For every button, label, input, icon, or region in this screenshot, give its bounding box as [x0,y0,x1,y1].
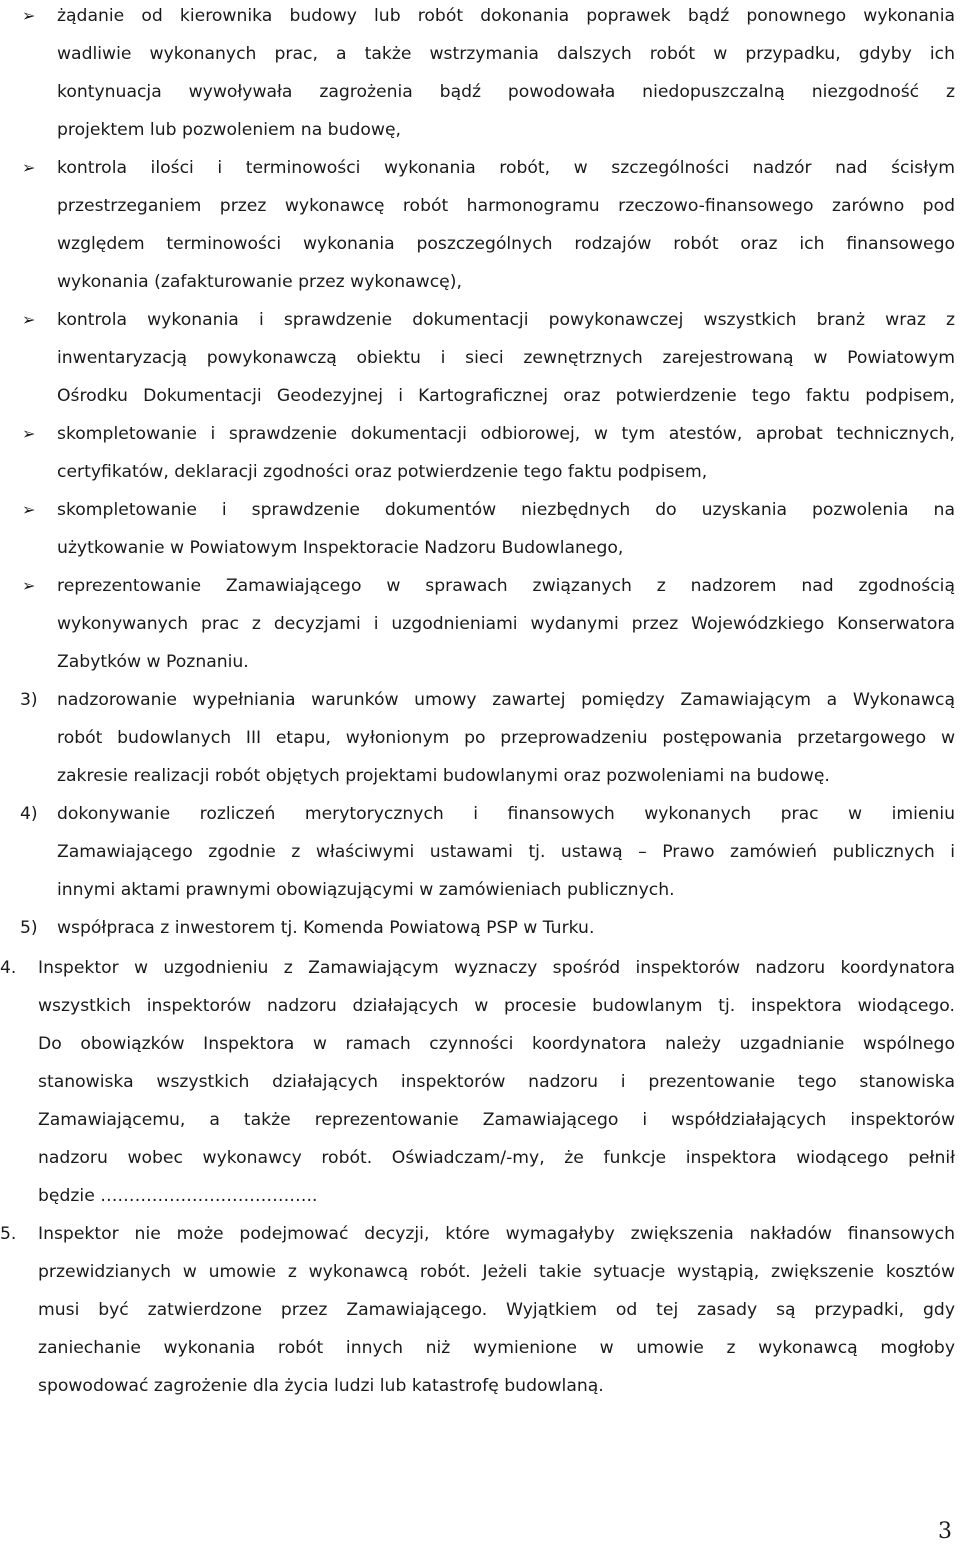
bullet-2-line-4: wykonania (zafakturowanie przez wykonawcę), [57,272,462,292]
bullet-6-line-3: Zabytków w Poznaniu. [57,652,249,672]
bullet-1-line-2: wadliwie wykonanych prac, a także wstrzymania dalszych robót w przypadku, gdyby ich [57,44,955,64]
subitem-3-marker: 3) [20,690,38,710]
point-4-line-4: stanowiska wszystkich działających inspektorów nadzoru i prezentowanie tego stanowiska [38,1072,955,1092]
point-4-line-3: Do obowiązków Inspektora w ramach czynności koordynatora należy uzgadnianie wspólnego [38,1034,955,1054]
arrowhead-bullet-icon: ➢ [22,310,36,329]
bullet-4-line-1: skompletowanie i sprawdzenie dokumentacji odbiorowej, w tym atestów, aprobat technicznych, [57,424,955,444]
bullet-1-line-3: kontynuacja wywoływała zagrożenia bądź powodowała niedopuszczalną niezgodność z [57,82,955,102]
arrowhead-bullet-icon: ➢ [22,424,36,443]
subitem-4-line-3: innymi aktami prawnymi obowiązującymi w zamówieniach publicznych. [57,880,675,900]
subitem-4-line-2: Zamawiającego zgodnie z właściwymi ustawami tj. ustawą – Prawo zamówień publicznych i [57,842,955,862]
bullet-2-line-3: względem terminowości wykonania poszczególnych rodzajów robót oraz ich finansowego [57,234,955,254]
subitem-5-line-1: współpraca z inwestorem tj. Komenda Powiatową PSP w Turku. [57,918,595,938]
point-4-line-6: nadzoru wobec wykonawcy robót. Oświadczam/-my, że funkcje inspektora wiodącego pełnił [38,1148,955,1168]
bullet-4-line-2: certyfikatów, deklaracji zgodności oraz potwierdzenie tego faktu podpisem, [57,462,708,482]
point-5-marker: 5. [0,1224,17,1244]
bullet-1-line-4: projektem lub pozwoleniem na budowę, [57,120,402,140]
subitem-4-line-1: dokonywanie rozliczeń merytorycznych i finansowych wykonanych prac w imieniu [57,804,955,824]
point-5-line-5: spowodować zagrożenie dla życia ludzi lub katastrofę budowlaną. [38,1376,604,1396]
subitem-3-line-3: zakresie realizacji robót objętych projektami budowlanymi oraz pozwoleniami na budowę. [57,766,830,786]
bullet-6-line-1: reprezentowanie Zamawiającego w sprawach związanych z nadzorem nad zgodnością [57,576,955,596]
subitem-5-marker: 5) [20,918,38,938]
point-5-line-4: zaniechanie wykonania robót innych niż wymienione w umowie z wykonawcą mogłoby [38,1338,955,1358]
bullet-5-line-1: skompletowanie i sprawdzenie dokumentów niezbędnych do uzyskania pozwolenia na [57,500,955,520]
bullet-2-line-2: przestrzeganiem przez wykonawcę robót harmonogramu rzeczowo-finansowego zarówno pod [57,196,955,216]
arrowhead-bullet-icon: ➢ [22,6,36,25]
subitem-3-line-1: nadzorowanie wypełniania warunków umowy zawartej pomiędzy Zamawiającym a Wykonawcą [57,690,955,710]
bullet-3-line-3: Ośrodku Dokumentacji Geodezyjnej i Kartograficznej oraz potwierdzenie tego faktu podpisem, [57,386,955,406]
point-5-line-3: musi być zatwierdzone przez Zamawiającego. Wyjątkiem od tej zasady są przypadki, gdy [38,1300,955,1320]
point-4-marker: 4. [0,958,17,978]
point-4-line-5: Zamawiającemu, a także reprezentowanie Zamawiającego i współdziałających inspektorów [38,1110,955,1130]
point-5-line-1: Inspektor nie może podejmować decyzji, które wymagałyby zwiększenia nakładów finansowych [38,1224,955,1244]
arrowhead-bullet-icon: ➢ [22,500,36,519]
subitem-4-marker: 4) [20,804,38,824]
bullet-5-line-2: użytkowanie w Powiatowym Inspektoracie Nadzoru Budowlanego, [57,538,624,558]
arrowhead-bullet-icon: ➢ [22,576,36,595]
point-5-line-2: przewidzianych w umowie z wykonawcą robót. Jeżeli takie sytuacje wystąpią, zwiększenie kosztów [38,1262,955,1282]
bullet-3-line-2: inwentaryzacją powykonawczą obiektu i sieci zewnętrznych zarejestrowaną w Powiatowym [57,348,955,368]
point-4-line-2: wszystkich inspektorów nadzoru działających w procesie budowlanym tj. inspektora wiodącego. [38,996,955,1016]
subitem-3-line-2: robót budowlanych III etapu, wyłonionym po przeprowadzeniu postępowania przetargowego w [57,728,955,748]
point-4-line-7: będzie ……………………………….. [38,1186,318,1206]
arrowhead-bullet-icon: ➢ [22,158,36,177]
bullet-6-line-2: wykonywanych prac z decyzjami i uzgodnieniami wydanymi przez Wojewódzkiego Konserwatora [57,614,955,634]
bullet-1-line-1: żądanie od kierownika budowy lub robót dokonania poprawek bądź ponownego wykonania [57,6,955,26]
point-4-line-1: Inspektor w uzgodnieniu z Zamawiającym wyznaczy spośród inspektorów nadzoru koordynatora [38,958,955,978]
bullet-3-line-1: kontrola wykonania i sprawdzenie dokumentacji powykonawczej wszystkich branż wraz z [57,310,955,330]
page-number: 3 [938,1519,952,1544]
bullet-2-line-1: kontrola ilości i terminowości wykonania robót, w szczególności nadzór nad ścisłym [57,158,955,178]
